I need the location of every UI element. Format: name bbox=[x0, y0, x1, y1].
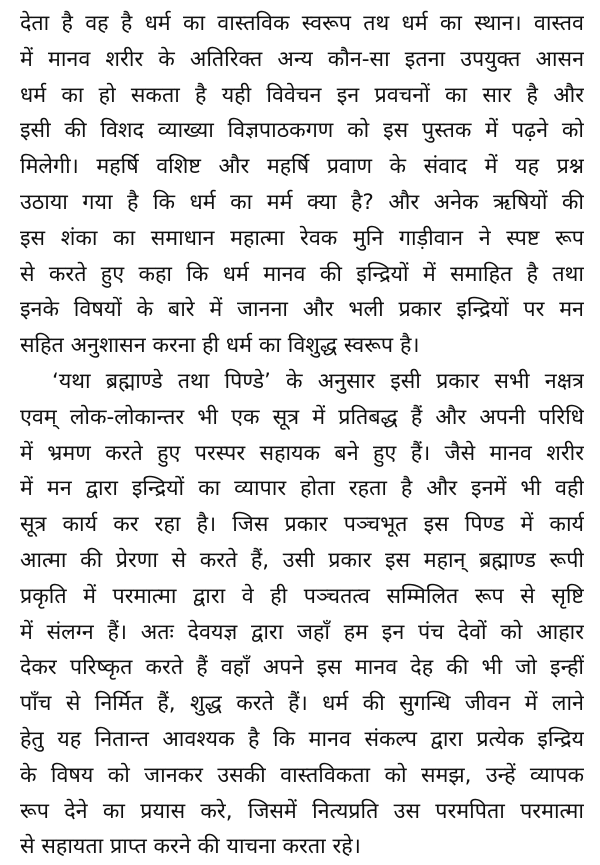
text-line: हेतु यह नितान्त आवश्यक है कि मानव संकल्प द्वारा प्रत्येक इन्द्रिय bbox=[20, 726, 584, 752]
text-line: धर्म का हो सकता है यही विवेचन इन प्रवचनों का सार है और bbox=[20, 82, 584, 108]
text-line: से करते हुए कहा कि धर्म मानव की इन्द्रियों में समाहित है तथा bbox=[20, 261, 584, 287]
text-line: इस शंका का समाधान महात्मा रेवक मुनि गाड़ीवान ने स्पष्ट रूप bbox=[20, 225, 584, 251]
text-line: प्रकृति में परमात्मा द्वारा वे ही पञ्चतत्व सम्मिलित रूप से सृष्टि bbox=[20, 583, 584, 609]
text-line: इनके विषयों के बारे में जानना और भली प्रकार इन्द्रियों पर मन bbox=[20, 297, 584, 323]
text-line: उठाया गया है कि धर्म का मर्म क्या है? और अनेक ऋषियों की bbox=[20, 189, 584, 215]
text-line: एवम् लोक-लोकान्तर भी एक सूत्र में प्रतिबद्ध हैं और अपनी परिधि bbox=[20, 404, 584, 430]
text-line: में मन द्वारा इन्द्रियों का व्यापार होता रहता है और इनमें भी वही bbox=[20, 476, 584, 502]
text-line: में भ्रमण करते हुए परस्पर सहायक बने हुए हैं। जैसे मानव शरीर bbox=[20, 440, 584, 466]
text-line: सूत्र कार्य कर रहा है। जिस प्रकार पञ्चभूत इस पिण्ड में कार्य bbox=[20, 512, 584, 538]
text-line: मिलेगी। महर्षि वशिष्ट और महर्षि प्रवाण के संवाद में यह प्रश्न bbox=[20, 154, 584, 180]
text-line: पाँच से निर्मित हैं, शुद्ध करते हैं। धर्म की सुगन्धि जीवन में लाने bbox=[20, 691, 584, 717]
text-line: इसी की विशद व्याख्या विज्ञपाठकगण को इस पुस्तक में पढ़ने को bbox=[20, 118, 584, 144]
text-line: देता है वह है धर्म का वास्तविक स्वरूप तथ धर्म का स्थान। वास्तव bbox=[20, 11, 584, 36]
text-line: आत्मा की प्रेरणा से करते हैं, उसी प्रकार इस महान् ब्रह्माण्ड रूपी bbox=[20, 547, 584, 573]
text-line: के विषय को जानकर उसकी वास्तविकता को समझ, उन्हें व्यापक bbox=[20, 762, 584, 788]
text-line: में मानव शरीर के अतिरिक्त अन्य कौन-सा इतना उपयुक्त आसन bbox=[20, 46, 584, 72]
text-line: देकर परिष्कृत करते हैं वहाँ अपने इस मानव देह की भी जो इन्हीं bbox=[20, 655, 584, 681]
text-line: ‘यथा ब्रह्माण्डे तथा पिण्डे’ के अनुसार इसी प्रकार सभी नक्षत्र bbox=[52, 368, 584, 394]
text-line: सहित अनुशासन करना ही धर्म का विशुद्ध स्वरूप है। bbox=[20, 333, 420, 359]
paragraph-1 bbox=[20, 6, 584, 364]
text-line: में संलग्न हैं। अतः देवयज्ञ द्वारा जहाँ हम इन पंच देवों को आहार bbox=[20, 619, 584, 645]
text-line: से सहायता प्राप्त करने की याचना करता रहे। bbox=[20, 834, 361, 860]
text-line: रूप देने का प्रयास करे, जिसमें नित्यप्रति उस परमपिता परमात्मा bbox=[20, 798, 584, 824]
paragraph-2 bbox=[20, 364, 584, 865]
